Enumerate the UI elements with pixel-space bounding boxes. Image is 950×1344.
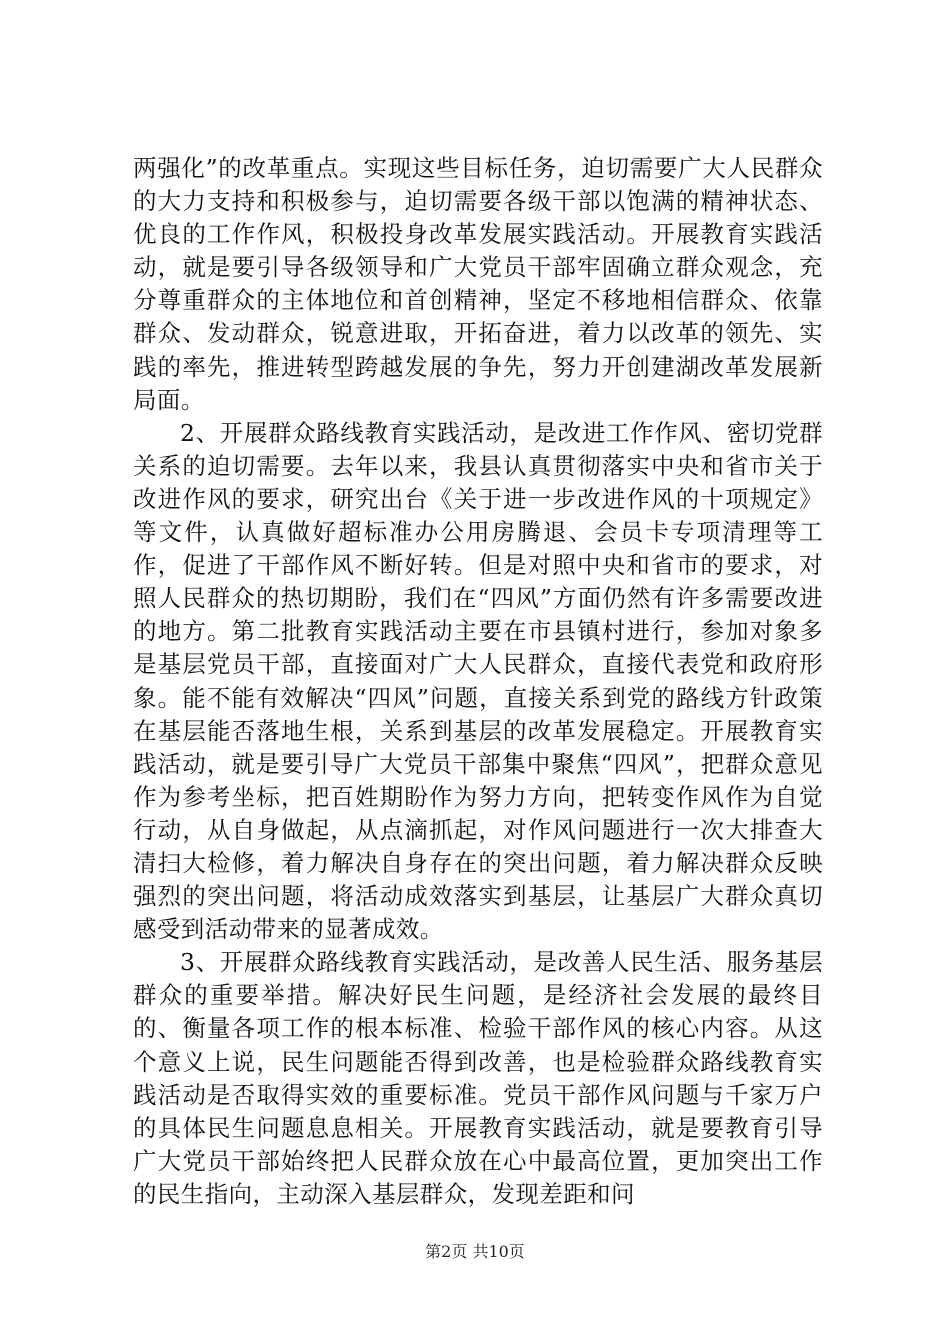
paragraph-point-3: 3、开展群众路线教育实践活动，是改善人民生活、服务基层群众的重要举措。解决好民生问题，是经济社会发展的最终目的、衡量各项工作的根本标准、检验干部作风的核心内容。从这个意义上说，民生问题能否得到改善，也是检验群众路线教育实践活动是否取得实效的重要标准。党员干部作风问题与千家万户的具体民生问题息息相关。开展教育实践活动，就是要教育引导广大党员干部始终把人民群众放在心中最高位置，更加突出工作的民生指向，主动深入基层群众，发现差距和问 xyxy=(133,948,823,1208)
paragraph-point-2: 2、开展群众路线教育实践活动，是改进工作作风、密切党群关系的迫切需要。去年以来，我县认真贯彻落实中央和省市关于改进作风的要求，研究出台《关于进一步改进作风的十项规定》等文件，认真做好超标准办公用房腾退、会员卡专项清理等工作，促进了干部作风不断好转。但是对照中央和省市的要求，对照人民群众的热切期盼，我们在“四风”方面仍然有许多需要改进的地方。第二批教育实践活动主要在市县镇村进行，参加对象多是基层党员干部，直接面对广大人民群众，直接代表党和政府形象。能不能有效解决“四风”问题，直接关系到党的路线方针政策在基层能否落地生根，关系到基层的改革发展稳定。开展教育实践活动，就是要引导广大党员干部集中聚焦“四风”，把群众意见作为参考坐标，把百姓期盼作为努力方向，把转变作风作为自觉行动，从自身做起，从点滴抓起，对作风问题进行一次大排查大清扫大检修，着力解决自身存在的突出问题，着力解决群众反映强烈的突出问题，将活动成效落实到基层，让基层广大群众真切感受到活动带来的显著成效。 xyxy=(133,418,823,944)
paragraph-continuation: 两强化”的改革重点。实现这些目标任务，迫切需要广大人民群众的大力支持和积极参与，迫切需要各级干部以饱满的精神状态、优良的工作作风，积极投身改革发展实践活动。开展教育实践活动，就是要引导各级领导和广大党员干部牢固确立群众观念，充分尊重群众的主体地位和首创精神，坚定不移地相信群众、依靠群众、发动群众，锐意进取，开拓奋进，着力以改革的领先、实践的率先，推进转型跨越发展的争先，努力开创建湖改革发展新局面。 xyxy=(133,154,823,414)
page-footer xyxy=(0,1242,950,1262)
document-body xyxy=(133,152,823,1211)
page-number: 第2页 共10页 xyxy=(425,1242,525,1261)
